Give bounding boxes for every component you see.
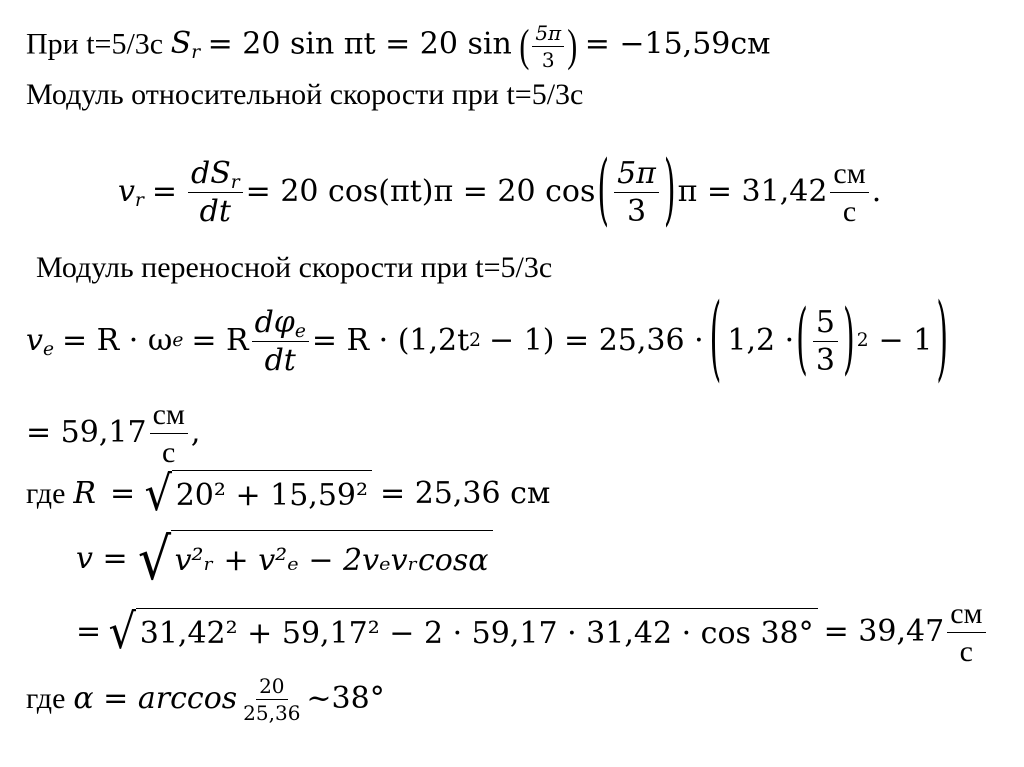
fraction-20-25-36: $\frac{20}{25,36}$	[243, 673, 301, 725]
sqrt-velocity: √ v²ᵣ + v²ₑ − 2vₑvᵣcosα	[136, 530, 493, 588]
heading-transport-velocity: Модуль переносной скорости при t=5/3с	[36, 251, 553, 284]
equation-velocity-numeric: = √ 31,42² + 59,17² − 2 · 59,17 · 31,42 · cos 38° = 39,47 $\frac{см}{с}$	[76, 596, 989, 668]
line1-eq: = 20 sin πt = 20 sin	[207, 26, 512, 62]
equation-relative-velocity: $v_r$ = $\frac{dS_r}{dt}$ = 20 cos(πt)π = 20 cos ( $\frac{5\pi}{3}$ ) π = 31,42 $\frac{см}{с}$ .	[118, 145, 882, 237]
var-S: $S_r$	[170, 26, 201, 64]
unit-cm-per-s: $\frac{см}{с}$	[830, 157, 868, 228]
derivative-dSr-dt: $\frac{dS_r}{dt}$	[188, 157, 243, 228]
line1-result: = −15,59см	[584, 26, 771, 62]
l3-part1: = 20 cos(πt)π = 20 cos	[245, 174, 596, 209]
equation-radius: где R = √ 20² + 15,59² = 25,36 см	[26, 466, 551, 522]
derivative-dphi-dt: $\frac{d\varphi_e}{dt}$	[252, 306, 309, 377]
heading-relative-velocity: Модуль относительной скорости при t=5/3с	[26, 78, 584, 111]
line1-prefix: При t=5/3с	[26, 27, 164, 61]
equation-line-1: При t=5/3с $S_r = 20$ sin πt = 20 sin ( $\frac{5\pi}{3}$ ) = −15,59см	[26, 21, 771, 72]
equation-ve-result: = 59,17 $\frac{см}{с}$ ,	[26, 397, 201, 469]
fraction-5pi-3-large: $\frac{5\pi}{3}$	[614, 157, 659, 228]
equation-alpha: где α = arccos $\frac{20}{25,36}$ ~38°	[26, 673, 385, 725]
l3-part2: π = 31,42	[677, 174, 828, 209]
equation-velocity-general: v = √ v²ᵣ + v²ₑ − 2vₑvᵣcosα	[76, 528, 493, 590]
sqrt-radius: √ 20² + 15,59²	[143, 470, 372, 518]
unit-cm-per-s-2: $\frac{см}{с}$	[150, 398, 188, 469]
equation-transport-velocity: $v_e$ = R · ω e = R $\frac{d\varphi_e}{dt}$ = R · (1,2t 2 − 1) = 25,36 · ( 1,2 · ( $\frac{5}{3}$ ) 2 − 1 )	[26, 285, 949, 394]
fraction-5-3: $\frac{5}{3}$	[813, 306, 838, 377]
sqrt-velocity-numeric: √ 31,42² + 59,17² − 2 · 59,17 · 31,42 · cos 38°	[107, 608, 817, 656]
var-vr: $v_r$	[118, 174, 144, 212]
fraction-5pi-3: $\frac{5\pi}{3}$	[532, 22, 564, 71]
unit-cm-per-s-3: $\frac{см}{с}$	[947, 597, 985, 668]
var-ve: $v_e$	[26, 323, 54, 361]
